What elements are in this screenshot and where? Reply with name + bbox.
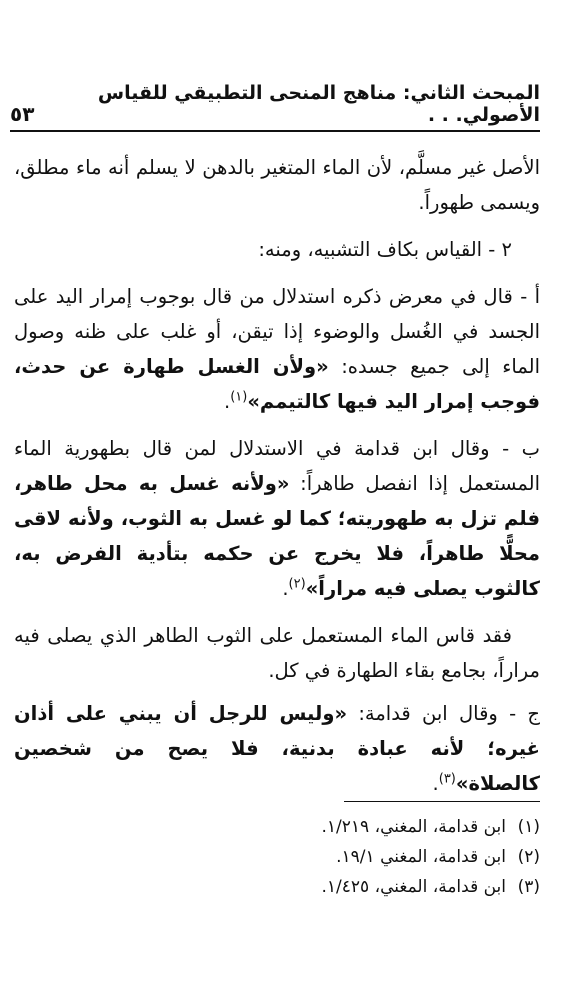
paragraph-continuation: الأصل غير مسلَّم، لأن الماء المتغير بالدهن لا يسلم أنه ماء مطلق، ويسمى طهوراً. (14, 156, 540, 214)
footnote-number: (٣) (517, 877, 540, 897)
footnote-item (14, 842, 540, 872)
footnote-text: ابن قدامة، المغني ١٩/١. (336, 847, 506, 867)
footnote-item (14, 812, 540, 842)
paragraph-b-quote: «ولأنه غسل به محل طاهر، فلم تزل به طهوريته؛ كما لو غسل به الثوب، ولأنه لاقى محلًّا طاهراً، فلا يخرج عن حكمه بتأدية الفرض به، كالثوب يصلى فيه مراراً» (14, 472, 540, 600)
paragraph-c-quote: «وليس للرجل أن يبني على أذان غيره؛ لأنه عبادة بدنية، فلا يصح من شخصين كالصلاة» (14, 702, 540, 795)
footnote-number: (٢) (517, 847, 540, 867)
footnote-text: ابن قدامة، المغني، ١/٤٢٥. (321, 877, 506, 897)
footnote-item (14, 872, 540, 902)
footnote-number: (١) (517, 817, 540, 837)
paragraph-a-text: أ - قال في معرض ذكره استدلال من قال بوجوب إمرار اليد على الجسد في الغُسل والوضوء إذا تيقن، أو غلب على ظنه وصول الماء إلى جميع جسده: (14, 285, 540, 378)
footnote-separator (344, 801, 540, 802)
main-text (14, 150, 540, 813)
paragraph-a: أ - قال في معرض ذكره استدلال من قال بوجوب إمرار اليد على الجسد في الغُسل والوضوء إذا تيقن، أو غلب على ظنه وصول الماء إلى جميع جسده: «ولأن الغسل طهارة عن حدث، فوجب إمرار اليد فيها كالتيمم»$^{(١)}$. (14, 285, 540, 413)
footnote-ref-3[interactable]: (٣) (438, 771, 456, 787)
footnote-ref-2[interactable]: (٢) (288, 576, 306, 592)
footnotes (14, 812, 540, 902)
header-title: المبحث الثاني: مناهج المنحى التطبيقي للقياس الأصولي. . . (97, 82, 540, 126)
paragraph-b: ب - وقال ابن قدامة في الاستدلال لمن قال بطهورية الماء المستعمل إذا انفصل طاهراً: «ولأنه غسل به محل طاهر، فلم تزل به طهوريته؛ كما لو غسل به الثوب، ولأنه لاقى محلًّا طاهراً، فلا يخرج عن حكمه بتأدية الفرض به، كالثوب يصلى فيه مراراً»$^{(٢)}$. (14, 437, 540, 600)
paragraph-c: ج - وقال ابن قدامة: «وليس للرجل أن يبني على أذان غيره؛ لأنه عبادة بدنية، فلا يصح من شخصين كالصلاة»$^{(٣)}$. (14, 702, 540, 795)
paragraph-analysis: فقد قاس الماء المستعمل على الثوب الطاهر الذي يصلى فيه مراراً، بجامع بقاء الطهارة في كل. (14, 624, 540, 682)
footnote-text: ابن قدامة، المغني، ١/٢١٩. (321, 817, 506, 837)
page-number: ٥٣ (10, 102, 35, 126)
paragraph-a-quote: «ولأن الغسل طهارة عن حدث، فوجب إمرار اليد فيها كالتيمم» (14, 355, 540, 413)
footnote-ref-1[interactable]: (١) (230, 389, 248, 405)
section-heading-text: ٢ - القياس بكاف التشبيه، ومنه: (258, 238, 512, 261)
running-header (10, 82, 540, 132)
paragraph-b-text: ب - وقال ابن قدامة في الاستدلال لمن قال بطهورية الماء المستعمل إذا انفصل طاهراً: (14, 437, 540, 495)
section-heading (14, 232, 540, 267)
paragraph-c-text: ج - وقال ابن قدامة: (347, 702, 540, 725)
